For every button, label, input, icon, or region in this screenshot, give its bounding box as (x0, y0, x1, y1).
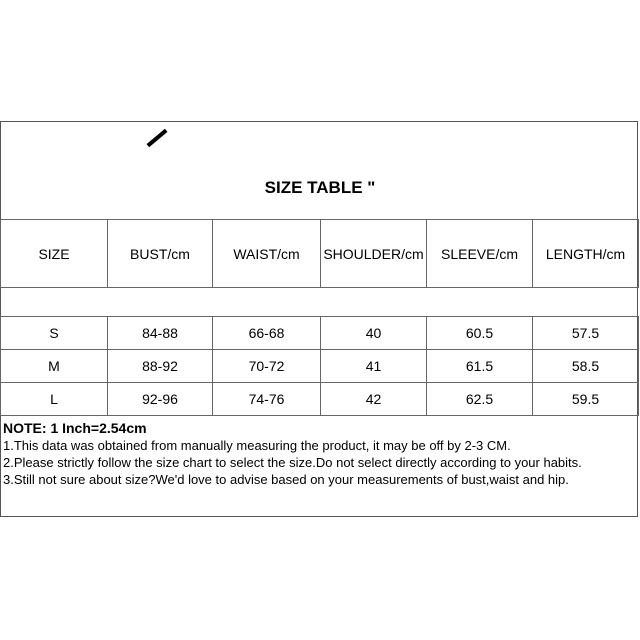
sleeve-cell: 62.5 (427, 383, 533, 416)
table-row (1, 383, 639, 416)
size-cell: S (1, 317, 108, 350)
note-line: 3.Still not sure about size?We'd love to advise based on your measurements of bust,waist and hip. (3, 472, 569, 487)
notes-section (3, 420, 633, 488)
header-shoulder: SHOULDER/cm (321, 220, 427, 288)
size-table (0, 219, 639, 416)
spacer-row (1, 288, 639, 317)
waist-cell: 70-72 (213, 350, 321, 383)
shoulder-cell: 42 (321, 383, 427, 416)
shoulder-cell: 40 (321, 317, 427, 350)
length-cell: 57.5 (533, 317, 639, 350)
note-line: 1.This data was obtained from manually measuring the product, it may be off by 2-3 CM. (3, 438, 511, 453)
note-line: 2.Please strictly follow the size chart to select the size.Do not select directly according to your habits. (3, 455, 582, 470)
sleeve-cell: 60.5 (427, 317, 533, 350)
header-size: SIZE (1, 220, 108, 288)
header-sleeve: SLEEVE/cm (427, 220, 533, 288)
header-bust: BUST/cm (108, 220, 213, 288)
waist-cell: 66-68 (213, 317, 321, 350)
waist-cell: 74-76 (213, 383, 321, 416)
size-cell: M (1, 350, 108, 383)
header-row (1, 220, 639, 288)
bust-cell: 88-92 (108, 350, 213, 383)
table-row (1, 317, 639, 350)
note-heading: NOTE: 1 Inch=2.54cm (3, 420, 147, 436)
size-cell: L (1, 383, 108, 416)
header-length: LENGTH/cm (533, 220, 639, 288)
table-row (1, 350, 639, 383)
sleeve-cell: 61.5 (427, 350, 533, 383)
length-cell: 59.5 (533, 383, 639, 416)
header-waist: WAIST/cm (213, 220, 321, 288)
bust-cell: 84-88 (108, 317, 213, 350)
size-table-title: SIZE TABLE " (264, 178, 376, 197)
length-cell: 58.5 (533, 350, 639, 383)
bust-cell: 92-96 (108, 383, 213, 416)
shoulder-cell: 41 (321, 350, 427, 383)
